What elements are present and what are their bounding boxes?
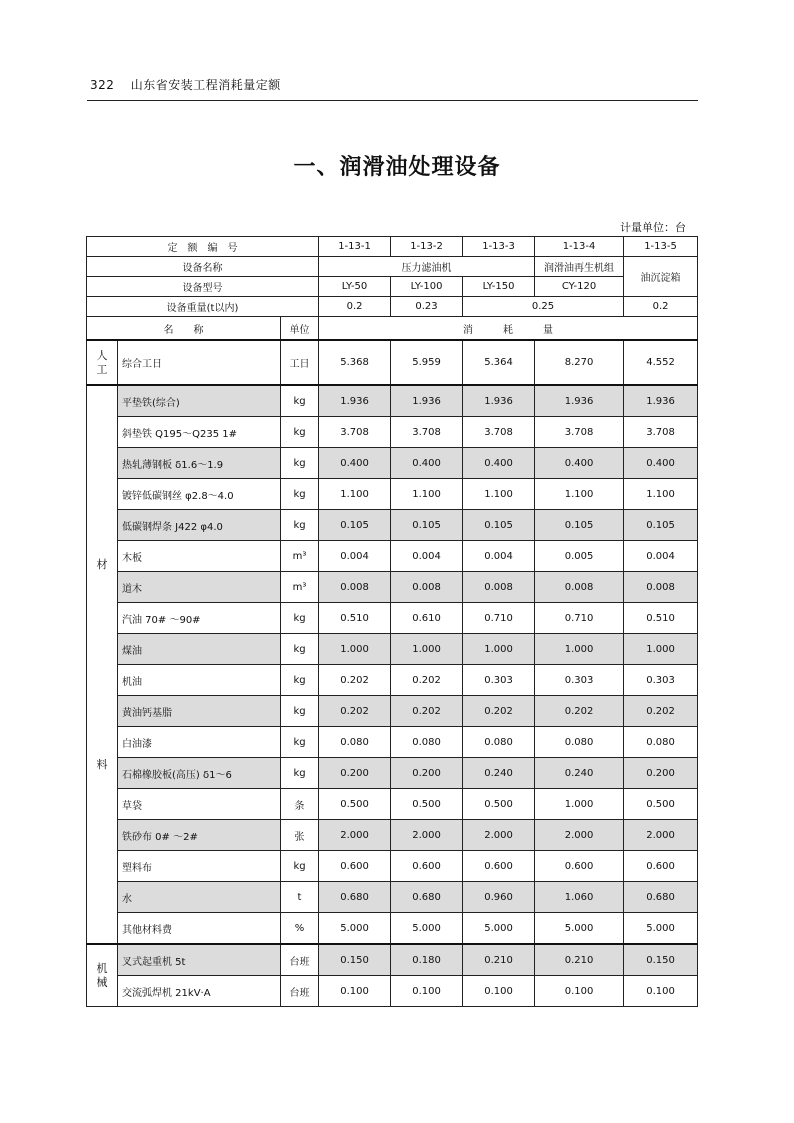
materials-value-cell: 0.303 — [624, 665, 698, 696]
equipment-name-cell: 润滑油再生机组 — [535, 257, 624, 277]
materials-item-name: 黄油钙基脂 — [118, 696, 281, 727]
model-cell: LY-100 — [391, 277, 463, 297]
equipment-weight-label: 设备重量(t以内) — [87, 297, 319, 317]
labor-row — [87, 340, 698, 385]
materials-item-name: 汽油 70# ～90# — [118, 603, 281, 634]
materials-item-name: 道木 — [118, 572, 281, 603]
materials-item-name: 热轧薄钢板 δ1.6～1.9 — [118, 448, 281, 479]
materials-value-cell: 1.936 — [391, 385, 463, 417]
materials-value-cell: 0.960 — [463, 882, 535, 913]
materials-item-unit: kg — [281, 758, 319, 789]
materials-value-cell: 0.004 — [319, 541, 391, 572]
materials-category-cell — [87, 385, 118, 944]
materials-value-cell: 0.510 — [624, 603, 698, 634]
materials-value-cell: 0.080 — [391, 727, 463, 758]
materials-item-unit: kg — [281, 851, 319, 882]
model-cell: CY-120 — [535, 277, 624, 297]
materials-value-cell: 1.936 — [463, 385, 535, 417]
materials-value-cell: 0.008 — [624, 572, 698, 603]
materials-item-unit: kg — [281, 665, 319, 696]
unit-column-header: 单位 — [281, 317, 319, 341]
quota-code-row — [87, 237, 698, 257]
materials-value-cell: 0.610 — [391, 603, 463, 634]
machinery-value-cell: 0.210 — [463, 944, 535, 976]
machinery-value-cell: 0.100 — [319, 976, 391, 1007]
machinery-row — [87, 976, 698, 1007]
page-number: 322 — [90, 78, 115, 92]
materials-value-cell: 0.240 — [535, 758, 624, 789]
code-cell: 1-13-3 — [463, 237, 535, 257]
materials-row — [87, 820, 698, 851]
labor-value-cell: 4.552 — [624, 340, 698, 385]
materials-value-cell: 0.202 — [391, 665, 463, 696]
materials-item-unit: kg — [281, 385, 319, 417]
materials-value-cell: 0.080 — [319, 727, 391, 758]
materials-item-name: 草袋 — [118, 789, 281, 820]
materials-item-name: 平垫铁(综合) — [118, 385, 281, 417]
materials-value-cell: 0.500 — [319, 789, 391, 820]
materials-value-cell: 5.000 — [319, 913, 391, 945]
materials-value-cell: 0.105 — [535, 510, 624, 541]
materials-value-cell: 3.708 — [391, 417, 463, 448]
materials-value-cell: 1.060 — [535, 882, 624, 913]
materials-value-cell: 0.105 — [391, 510, 463, 541]
materials-value-cell: 0.004 — [391, 541, 463, 572]
equipment-model-row — [87, 277, 698, 297]
materials-value-cell: 0.500 — [624, 789, 698, 820]
materials-item-unit: kg — [281, 696, 319, 727]
materials-item-unit: m³ — [281, 541, 319, 572]
materials-row — [87, 851, 698, 882]
machinery-value-cell: 0.150 — [624, 944, 698, 976]
materials-value-cell: 2.000 — [624, 820, 698, 851]
materials-item-name: 其他材料费 — [118, 913, 281, 945]
equipment-model-label: 设备型号 — [87, 277, 319, 297]
materials-item-unit: kg — [281, 479, 319, 510]
weight-cell: 0.2 — [624, 297, 698, 317]
materials-row — [87, 510, 698, 541]
materials-item-name: 塑料布 — [118, 851, 281, 882]
machinery-item-name: 叉式起重机 5t — [118, 944, 281, 976]
materials-value-cell: 0.510 — [319, 603, 391, 634]
machinery-value-cell: 0.150 — [319, 944, 391, 976]
labor-value-cell: 5.368 — [319, 340, 391, 385]
materials-value-cell: 0.105 — [319, 510, 391, 541]
header-rule — [87, 100, 698, 101]
materials-value-cell: 1.100 — [391, 479, 463, 510]
materials-item-unit: kg — [281, 510, 319, 541]
materials-value-cell: 0.004 — [624, 541, 698, 572]
materials-value-cell: 0.303 — [535, 665, 624, 696]
materials-value-cell: 0.105 — [463, 510, 535, 541]
materials-item-name: 低碳钢焊条 J422 φ4.0 — [118, 510, 281, 541]
materials-row — [87, 696, 698, 727]
column-header-row — [87, 317, 698, 341]
materials-value-cell: 5.000 — [535, 913, 624, 945]
machinery-row — [87, 944, 698, 976]
materials-row — [87, 385, 698, 417]
materials-value-cell: 1.936 — [319, 385, 391, 417]
materials-value-cell: 0.200 — [319, 758, 391, 789]
materials-row — [87, 448, 698, 479]
materials-row — [87, 634, 698, 665]
labor-value-cell: 8.270 — [535, 340, 624, 385]
materials-value-cell: 0.600 — [624, 851, 698, 882]
materials-value-cell: 0.202 — [319, 665, 391, 696]
materials-item-unit: 条 — [281, 789, 319, 820]
materials-value-cell: 0.202 — [391, 696, 463, 727]
materials-value-cell: 0.008 — [319, 572, 391, 603]
materials-value-cell: 5.000 — [624, 913, 698, 945]
machinery-value-cell: 0.100 — [463, 976, 535, 1007]
materials-item-unit: t — [281, 882, 319, 913]
materials-value-cell: 1.000 — [535, 634, 624, 665]
category-char: 材 — [96, 557, 108, 571]
materials-value-cell: 0.710 — [463, 603, 535, 634]
section-title: 一、润滑油处理设备 — [293, 155, 501, 180]
materials-value-cell: 0.004 — [463, 541, 535, 572]
materials-value-cell: 0.710 — [535, 603, 624, 634]
labor-item-name: 综合工日 — [118, 340, 281, 385]
materials-value-cell: 0.600 — [463, 851, 535, 882]
materials-item-unit: kg — [281, 417, 319, 448]
materials-item-unit: kg — [281, 448, 319, 479]
labor-item-unit: 工日 — [281, 340, 319, 385]
materials-value-cell: 1.100 — [463, 479, 535, 510]
materials-value-cell: 0.500 — [391, 789, 463, 820]
equipment-name-row — [87, 257, 698, 277]
machinery-value-cell: 0.100 — [391, 976, 463, 1007]
materials-item-name: 镀锌低碳钢丝 φ2.8～4.0 — [118, 479, 281, 510]
page-header — [90, 76, 281, 93]
book-title: 山东省安装工程消耗量定额 — [130, 78, 281, 92]
materials-value-cell: 0.202 — [535, 696, 624, 727]
materials-row — [87, 572, 698, 603]
weight-cell: 0.2 — [319, 297, 391, 317]
materials-item-name: 水 — [118, 882, 281, 913]
materials-value-cell: 3.708 — [463, 417, 535, 448]
materials-row — [87, 789, 698, 820]
materials-row — [87, 758, 698, 789]
labor-value-cell: 5.959 — [391, 340, 463, 385]
quota-code-label: 定 额 编 号 — [87, 237, 319, 257]
materials-item-unit: m³ — [281, 572, 319, 603]
materials-value-cell: 0.240 — [463, 758, 535, 789]
code-cell: 1-13-5 — [624, 237, 698, 257]
materials-row — [87, 541, 698, 572]
materials-value-cell: 0.008 — [391, 572, 463, 603]
materials-value-cell: 1.000 — [535, 789, 624, 820]
materials-value-cell: 0.400 — [624, 448, 698, 479]
materials-value-cell: 0.600 — [391, 851, 463, 882]
materials-value-cell: 0.680 — [624, 882, 698, 913]
materials-item-unit: kg — [281, 603, 319, 634]
machinery-value-cell: 0.100 — [624, 976, 698, 1007]
materials-value-cell: 0.200 — [391, 758, 463, 789]
equipment-name-label: 设备名称 — [87, 257, 319, 277]
equipment-name-cell: 油沉淀箱 — [624, 257, 698, 297]
materials-value-cell: 2.000 — [391, 820, 463, 851]
materials-value-cell: 0.008 — [463, 572, 535, 603]
materials-item-name: 木板 — [118, 541, 281, 572]
materials-value-cell: 0.680 — [319, 882, 391, 913]
materials-value-cell: 1.000 — [624, 634, 698, 665]
materials-item-name: 斜垫铁 Q195～Q235 1# — [118, 417, 281, 448]
materials-item-name: 煤油 — [118, 634, 281, 665]
materials-row — [87, 727, 698, 758]
materials-row — [87, 913, 698, 945]
materials-value-cell: 1.100 — [319, 479, 391, 510]
materials-value-cell: 0.303 — [463, 665, 535, 696]
labor-category-cell — [87, 340, 118, 385]
materials-item-unit: kg — [281, 727, 319, 758]
materials-item-name: 机油 — [118, 665, 281, 696]
materials-value-cell: 1.936 — [624, 385, 698, 417]
materials-value-cell: 0.080 — [624, 727, 698, 758]
code-cell: 1-13-4 — [535, 237, 624, 257]
materials-value-cell: 0.400 — [319, 448, 391, 479]
materials-value-cell: 0.600 — [319, 851, 391, 882]
materials-value-cell: 0.005 — [535, 541, 624, 572]
quota-table — [86, 236, 698, 1007]
materials-value-cell: 3.708 — [535, 417, 624, 448]
materials-value-cell: 0.202 — [624, 696, 698, 727]
machinery-item-name: 交流弧焊机 21kV·A — [118, 976, 281, 1007]
materials-row — [87, 603, 698, 634]
materials-value-cell: 0.008 — [535, 572, 624, 603]
equipment-name-cell: 压力滤油机 — [319, 257, 535, 277]
machinery-value-cell: 0.180 — [391, 944, 463, 976]
materials-value-cell: 2.000 — [535, 820, 624, 851]
name-column-header: 名 称 — [87, 317, 281, 341]
materials-value-cell: 0.080 — [535, 727, 624, 758]
materials-value-cell: 1.000 — [463, 634, 535, 665]
weight-cell: 0.23 — [391, 297, 463, 317]
materials-value-cell: 0.200 — [624, 758, 698, 789]
materials-item-name: 铁砂布 0# ～2# — [118, 820, 281, 851]
materials-item-unit: kg — [281, 634, 319, 665]
labor-value-cell: 5.364 — [463, 340, 535, 385]
category-char: 机 — [96, 961, 108, 975]
equipment-weight-row — [87, 297, 698, 317]
materials-value-cell: 0.500 — [463, 789, 535, 820]
materials-value-cell: 0.680 — [391, 882, 463, 913]
machinery-value-cell: 0.210 — [535, 944, 624, 976]
materials-row — [87, 479, 698, 510]
machinery-value-cell: 0.100 — [535, 976, 624, 1007]
materials-row — [87, 417, 698, 448]
materials-item-name: 白油漆 — [118, 727, 281, 758]
consumption-header: 消 耗 量 — [319, 317, 698, 341]
weight-cell: 0.25 — [463, 297, 624, 317]
machinery-item-unit: 台班 — [281, 976, 319, 1007]
materials-value-cell: 3.708 — [624, 417, 698, 448]
materials-item-unit: 张 — [281, 820, 319, 851]
materials-value-cell: 0.080 — [463, 727, 535, 758]
code-cell: 1-13-1 — [319, 237, 391, 257]
category-char: 料 — [96, 757, 108, 771]
materials-value-cell: 0.600 — [535, 851, 624, 882]
machinery-category-cell — [87, 944, 118, 1007]
materials-value-cell: 0.105 — [624, 510, 698, 541]
materials-value-cell: 1.100 — [624, 479, 698, 510]
materials-value-cell: 2.000 — [319, 820, 391, 851]
code-cell: 1-13-2 — [391, 237, 463, 257]
materials-value-cell: 5.000 — [463, 913, 535, 945]
materials-value-cell: 1.936 — [535, 385, 624, 417]
materials-value-cell: 0.202 — [463, 696, 535, 727]
materials-value-cell: 5.000 — [391, 913, 463, 945]
category-char: 械 — [96, 975, 108, 989]
model-cell: LY-50 — [319, 277, 391, 297]
machinery-item-unit: 台班 — [281, 944, 319, 976]
materials-value-cell: 0.400 — [535, 448, 624, 479]
materials-item-unit: % — [281, 913, 319, 945]
materials-value-cell: 1.100 — [535, 479, 624, 510]
materials-item-name: 石棉橡胶板(高压) δ1～6 — [118, 758, 281, 789]
materials-value-cell: 2.000 — [463, 820, 535, 851]
materials-value-cell: 3.708 — [319, 417, 391, 448]
category-char: 人 — [96, 348, 108, 362]
materials-value-cell: 0.400 — [391, 448, 463, 479]
materials-value-cell: 1.000 — [319, 634, 391, 665]
category-char: 工 — [96, 362, 108, 376]
materials-value-cell: 0.400 — [463, 448, 535, 479]
unit-label: 计量单位：台 — [620, 221, 686, 234]
materials-row — [87, 665, 698, 696]
materials-value-cell: 0.202 — [319, 696, 391, 727]
materials-value-cell: 1.000 — [391, 634, 463, 665]
model-cell: LY-150 — [463, 277, 535, 297]
materials-row — [87, 882, 698, 913]
